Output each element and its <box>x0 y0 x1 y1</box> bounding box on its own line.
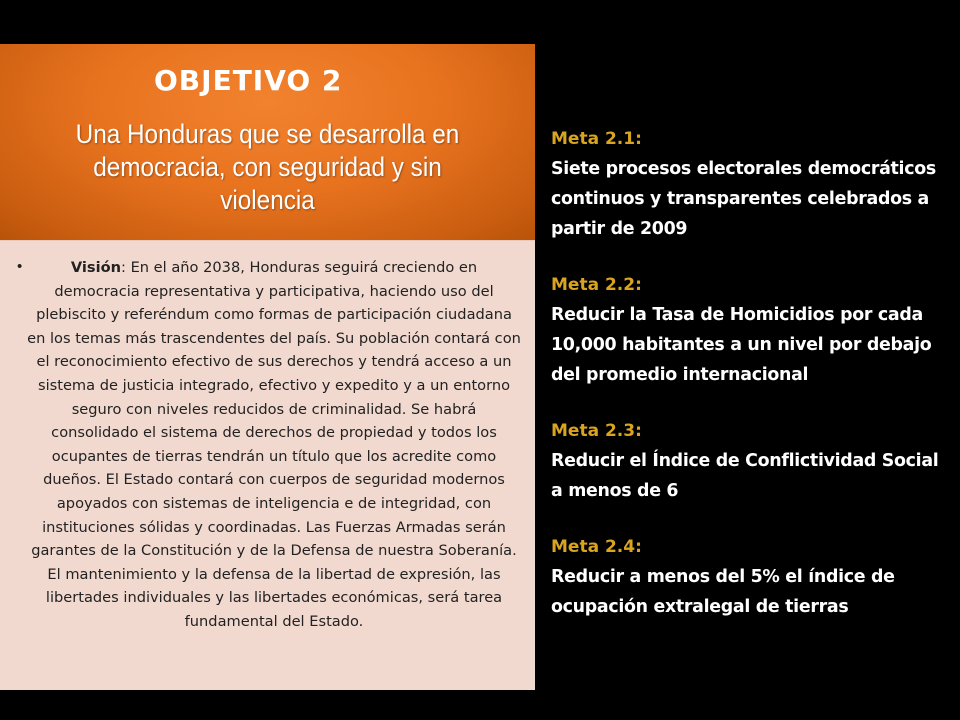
bullet-icon: • <box>17 258 23 275</box>
vision-panel <box>0 240 535 690</box>
objective-header-panel <box>0 44 535 240</box>
goal-item <box>551 532 951 622</box>
goal-text: Reducir a menos del 5% el índice de ocupación extralegal de tierras <box>551 567 895 617</box>
goal-title: Meta 2.3: <box>551 421 642 441</box>
goal-item <box>551 270 951 390</box>
goal-item <box>551 124 951 244</box>
objective-subtitle: Una Honduras que se desarrolla en democracia, con seguridad y sin violencia <box>75 119 460 215</box>
vision-paragraph <box>26 256 522 634</box>
objective-title: OBJETIVO 2 <box>154 64 343 97</box>
vision-label: Visión <box>70 259 121 276</box>
goal-text: Reducir el Índice de Conflictividad Social a menos de 6 <box>551 451 939 501</box>
goal-title: Meta 2.2: <box>551 275 642 295</box>
goals-list <box>551 124 951 648</box>
goal-title: Meta 2.1: <box>551 129 642 149</box>
goal-text: Reducir la Tasa de Homicidios por cada 10,000 habitantes a un nivel por debajo del promedio internacional <box>551 305 932 385</box>
vision-separator: : <box>121 259 131 276</box>
vision-text: En el año 2038, Honduras seguirá creciendo en democracia representativa y participativa, haciendo uso del plebiscito y referéndum como formas de participación ciudadana en los temas más trascendentes del país. Su población contará con el reconocimiento efectivo de sus derechos y tendrá acceso a un sistema de justicia integrado, efectivo y expedito y a un entorno seguro con niveles reducidos de criminalidad. Se habrá consolidado el sistema de derechos de propiedad y todos los ocupantes de tierras tendrán un título que los acredite como dueños. El Estado contará con cuerpos de seguridad modernos apoyados con sistemas de inteligencia e de integridad, con instituciones sólidas y coordinadas. Las Fuerzas Armadas serán garantes de la Constitución y de la Defensa de nuestra Soberanía. El mantenimiento y la defensa de la libertad de expresión, las libertades individuales y las libertades económicas, será tarea fundamental del Estado. <box>27 259 521 630</box>
goal-text: Siete procesos electorales democráticos continuos y transparentes celebrados a partir de 2009 <box>551 159 936 239</box>
goal-item <box>551 416 951 506</box>
goal-title: Meta 2.4: <box>551 537 642 557</box>
